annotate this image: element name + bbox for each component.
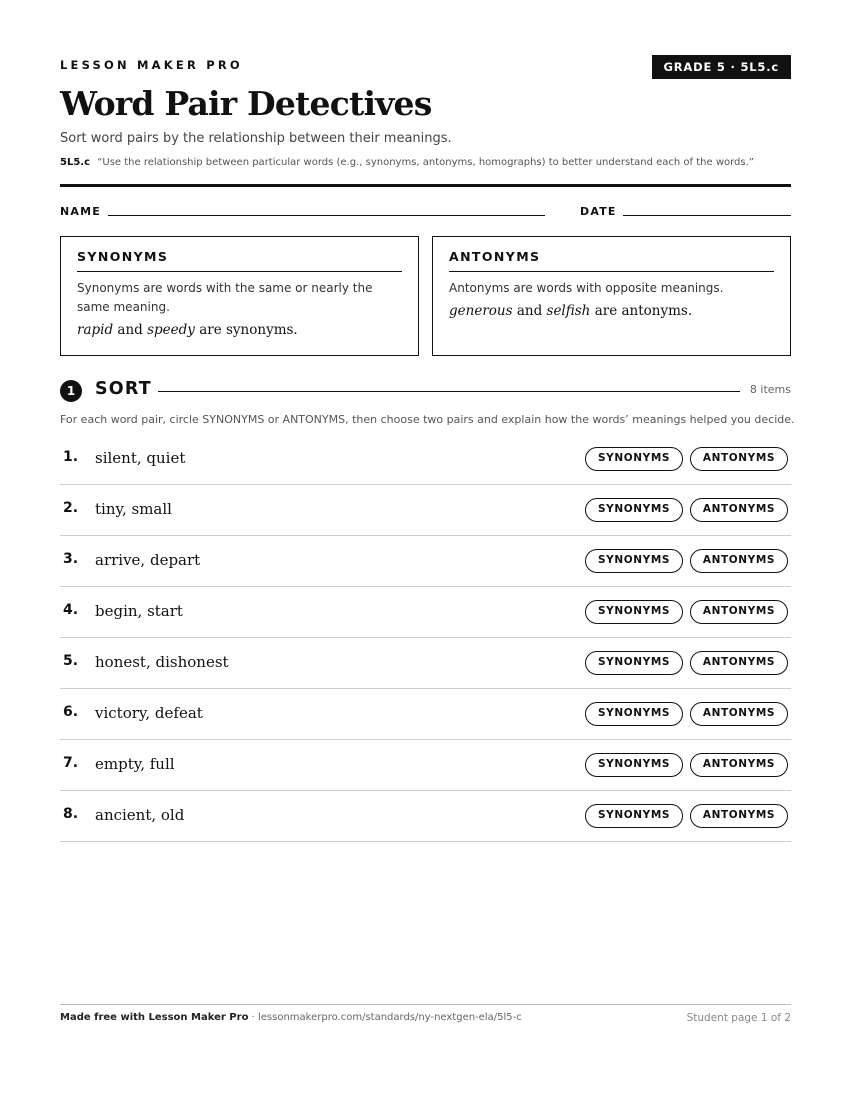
synonyms-option[interactable]: SYNONYMS	[585, 600, 683, 624]
top-bar	[60, 55, 791, 79]
antonyms-option[interactable]: ANTONYMS	[690, 804, 788, 828]
footer-divider	[60, 1004, 791, 1005]
word-pair: begin, start	[95, 602, 183, 620]
grade-badge: GRADE 5 · 5L5.c	[652, 55, 792, 79]
item-number: 6.	[63, 704, 79, 720]
word-pair: tiny, small	[95, 500, 172, 518]
name-field[interactable]	[108, 215, 545, 216]
antonyms-option[interactable]: ANTONYMS	[690, 447, 788, 471]
word-pair: ancient, old	[95, 806, 185, 824]
section-number-badge: 1	[60, 380, 82, 402]
item-number: 8.	[63, 806, 79, 822]
page-subtitle: Sort word pairs by the relationship between their meanings.	[60, 131, 452, 146]
antonyms-definition: Antonyms are words with opposite meanings.	[449, 281, 724, 295]
synonyms-example-and: and	[117, 322, 143, 338]
word-pair-row	[60, 638, 791, 689]
word-pair-row	[60, 740, 791, 791]
antonyms-option[interactable]: ANTONYMS	[690, 702, 788, 726]
footer-made-with: Made free with Lesson Maker Pro	[60, 1012, 249, 1023]
item-number: 5.	[63, 653, 79, 669]
synonyms-option[interactable]: SYNONYMS	[585, 804, 683, 828]
antonyms-example	[449, 303, 774, 319]
synonyms-option[interactable]: SYNONYMS	[585, 651, 683, 675]
standard-code: 5L5.c	[60, 157, 91, 168]
antonyms-option[interactable]: ANTONYMS	[690, 753, 788, 777]
item-number: 2.	[63, 500, 79, 516]
synonyms-example-word2: speedy	[147, 322, 195, 338]
section-title: SORT	[95, 379, 152, 399]
header-divider	[60, 184, 791, 187]
synonyms-option[interactable]: SYNONYMS	[585, 498, 683, 522]
antonyms-option[interactable]: ANTONYMS	[690, 498, 788, 522]
synonyms-heading: SYNONYMS	[77, 249, 402, 272]
section-item-count: 8 items	[749, 383, 791, 396]
footer-separator: ·	[248, 1012, 258, 1023]
item-number: 3.	[63, 551, 79, 567]
word-pair-row	[60, 791, 791, 842]
antonyms-example-word1: generous	[449, 303, 513, 319]
antonyms-definition-box	[432, 236, 791, 356]
antonyms-example-and: and	[516, 303, 543, 319]
word-pair: empty, full	[95, 755, 175, 773]
standard-line	[60, 157, 754, 168]
word-pair: silent, quiet	[95, 449, 186, 467]
page-title: Word Pair Detectives	[60, 84, 432, 123]
antonyms-option[interactable]: ANTONYMS	[690, 600, 788, 624]
brand-name: LESSON MAKER PRO	[60, 58, 243, 72]
footer-url: lessonmakerpro.com/standards/ny-nextgen-ela/5l5-c	[257, 1012, 522, 1023]
footer-page-number: Student page 1 of 2	[686, 1012, 791, 1024]
synonyms-example	[77, 322, 402, 338]
word-pair: victory, defeat	[95, 704, 203, 722]
word-pair-row	[60, 689, 791, 740]
word-pair-row	[60, 587, 791, 638]
synonyms-example-word1: rapid	[77, 322, 114, 338]
item-number: 1.	[63, 449, 79, 465]
synonyms-definition: Synonyms are words with the same or nearly the same meaning.	[77, 281, 373, 314]
section-instructions: For each word pair, circle SYNONYMS or ANTONYMS, then choose two pairs and explain how the words’ meanings helped you decide.	[60, 413, 795, 426]
word-pair-list	[60, 434, 791, 842]
antonyms-heading: ANTONYMS	[449, 249, 774, 272]
synonyms-definition-box	[60, 236, 419, 356]
name-label: NAME	[60, 205, 101, 218]
synonyms-option[interactable]: SYNONYMS	[585, 753, 683, 777]
standard-text: “Use the relationship between particular words (e.g., synonyms, antonyms, homographs) to better understand each of the words.”	[97, 157, 754, 168]
word-pair-row	[60, 536, 791, 587]
synonyms-example-tail: are synonyms.	[199, 322, 298, 338]
word-pair: arrive, depart	[95, 551, 201, 569]
antonyms-example-word2: selfish	[546, 303, 591, 319]
date-label: DATE	[580, 205, 617, 218]
word-pair-row	[60, 434, 791, 485]
footer-credit	[60, 1012, 522, 1023]
synonyms-option[interactable]: SYNONYMS	[585, 702, 683, 726]
word-pair-row	[60, 485, 791, 536]
item-number: 7.	[63, 755, 79, 771]
antonyms-option[interactable]: ANTONYMS	[690, 651, 788, 675]
item-number: 4.	[63, 602, 79, 618]
word-pair: honest, dishonest	[95, 653, 229, 671]
date-field[interactable]	[623, 215, 791, 216]
synonyms-option[interactable]: SYNONYMS	[585, 447, 683, 471]
synonyms-option[interactable]: SYNONYMS	[585, 549, 683, 573]
section-divider	[158, 391, 740, 392]
antonyms-option[interactable]: ANTONYMS	[690, 549, 788, 573]
antonyms-example-tail: are antonyms.	[594, 303, 693, 319]
